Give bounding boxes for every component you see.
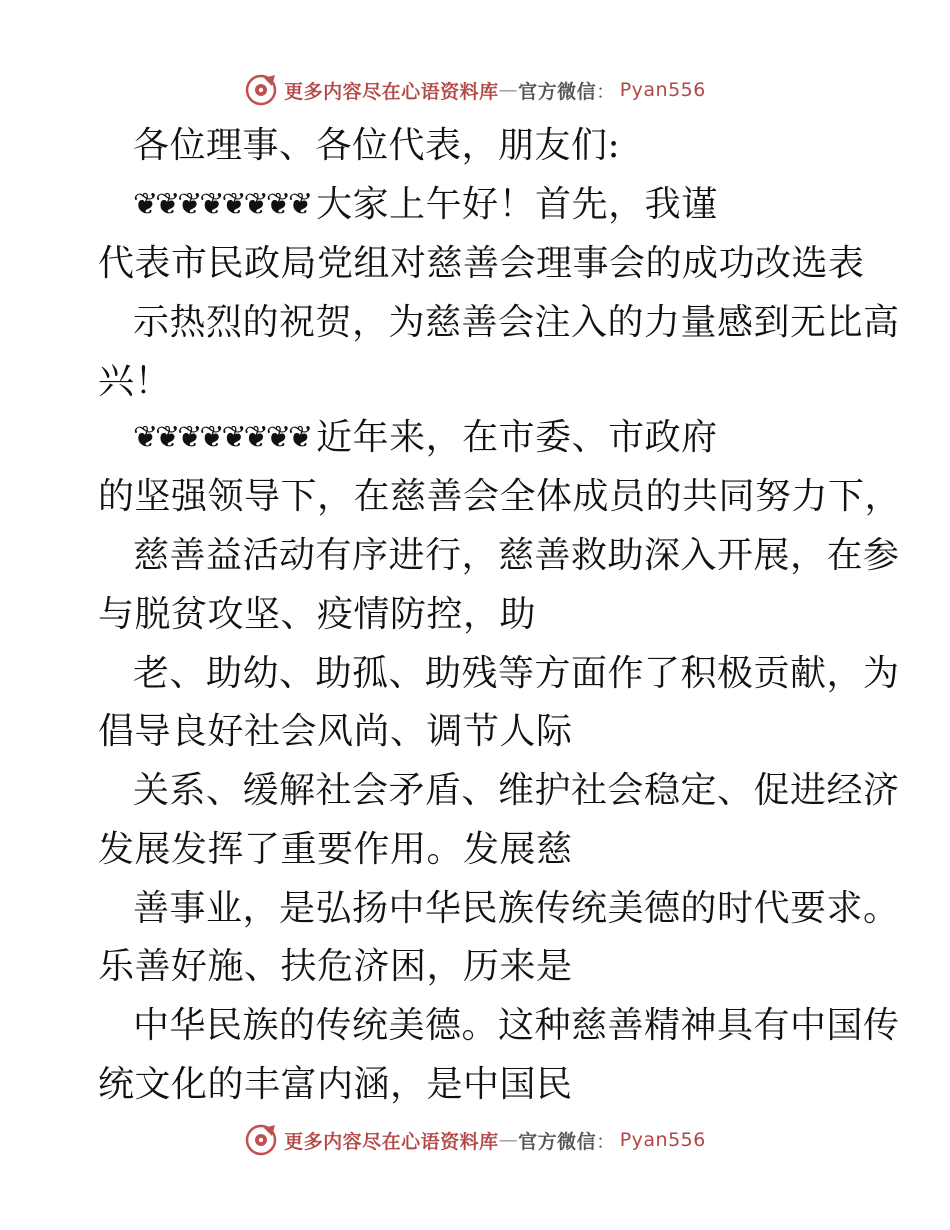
text-line: 乐善好施、扶危济困，历来是: [98, 946, 573, 987]
watermark-separator: —: [498, 79, 519, 101]
text-line: 兴！: [98, 361, 172, 402]
watermark-site-text: 更多内容尽在心语资料库: [284, 1130, 499, 1153]
watermark-label: 官方微信: [518, 1130, 597, 1153]
footer-watermark: [0, 1120, 950, 1160]
text-line: 发展发挥了重要作用。发展慈: [98, 829, 573, 870]
text-line: 示热烈的祝贺，为慈善会注入的力量感到无比高: [133, 302, 900, 343]
text-line: 与脱贫攻坚、疫情防控，助: [98, 594, 537, 635]
line-text: 大家上午好！首先，我谨: [316, 184, 718, 225]
watermark-handle: Pyan556: [619, 1129, 706, 1151]
ornament-icon: ❦❦❦❦❦❦❦❦: [133, 187, 311, 222]
text-line: [133, 180, 718, 230]
text-line: 的坚强领导下，在慈善会全体成员的共同努力下，: [98, 476, 902, 517]
text-line: [133, 413, 718, 463]
text-line: 关系、缓解社会矛盾、维护社会稳定、促进经济: [133, 770, 900, 811]
logo-icon: [244, 1123, 278, 1157]
watermark-site-text: 更多内容尽在心语资料库: [284, 80, 499, 103]
text-line: 统文化的丰富内涵，是中国民: [98, 1064, 573, 1105]
watermark-label: 官方微信: [518, 80, 597, 103]
text-line: 慈善益活动有序进行，慈善救助深入开展，在参: [133, 535, 900, 576]
line-text: 近年来，在市委、市政府: [316, 417, 718, 458]
watermark-colon: ：: [596, 80, 616, 103]
watermark-handle: Pyan556: [619, 79, 706, 101]
text-line: 中华民族的传统美德。这种慈善精神具有中国传: [133, 1005, 900, 1046]
watermark-colon: ：: [596, 1130, 616, 1153]
text-line: 倡导良好社会风尚、调节人际: [98, 711, 573, 752]
text-line: 代表市民政局党组对慈善会理事会的成功改选表: [98, 243, 865, 284]
text-line: 老、助幼、助孤、助残等方面作了积极贡献，为: [133, 653, 900, 694]
text-line: 各位理事、各位代表，朋友们:: [133, 125, 621, 166]
logo-icon: [244, 73, 278, 107]
header-watermark: [0, 70, 950, 110]
watermark-separator: —: [498, 1129, 519, 1151]
text-line: 善事业，是弘扬中华民族传统美德的时代要求。: [133, 888, 900, 929]
ornament-icon: ❦❦❦❦❦❦❦❦: [133, 420, 311, 455]
